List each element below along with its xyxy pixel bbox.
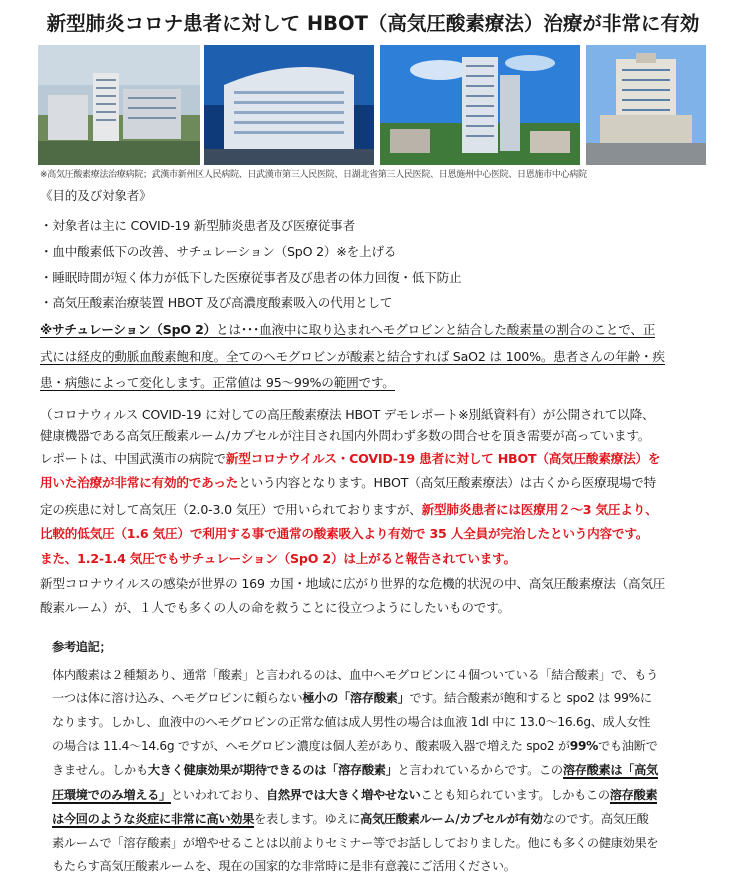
reference-line: 素ルームで「溶存酸素」が増やせることは以前よりセミナー等でお話ししておりました。他にも多くの健康効果を — [52, 836, 659, 850]
body-line: 定の疾患に対して高気圧（2.0-3.0 気圧）で用いられておりますが、新型肺炎患者には医療用２～3 気圧より、 — [40, 502, 658, 517]
purpose-item: ・睡眠時間が短く体力が低下した医療従事者及び患者の体力回復・低下防止 — [40, 270, 462, 285]
saturation-note-line: ※サチュレーション（SpO 2）とは･･･血液中に取り込まれヘモグロビンと結合した酸素量の割合のことで、正 — [40, 322, 656, 337]
saturation-note-line: 患・病態によって変化します。正常値は 95～99%の範囲です。 — [40, 375, 395, 390]
body-line: 健康機器である高気圧酸素ルーム/カプセルが注目され国内外問わず多数の問合せを頂き需要が高っています。 — [40, 428, 651, 443]
reference-line: 一つは体に溶け込み、ヘモグロビンに頼らない極小の「溶存酸素」です。結合酸素が飽和すると spo2 は 99%に — [52, 691, 652, 705]
reference-line: の場合は 11.4～14.6g ですが、ヘモグロビン濃度は個人差があり、酸素吸入器で増えた spo2 が99%でも油断で — [52, 739, 658, 753]
body-line: また、1.2-1.4 気圧でもサチュレーション（SpO 2）は上がると報告されています。 — [40, 551, 516, 566]
hospital-photo-1 — [38, 45, 200, 165]
body-line: レポートは、中国武漢市の病院で新型コロナウイルス・COVID-19 患者に対して HBOT（高気圧酸素療法）を — [40, 451, 661, 466]
saturation-note-line: 式には経皮的動脈血酸素飽和度。全てのヘモグロビンが酸素と結合すれば SaO2 は 100%。患者さんの年齢・疾 — [40, 349, 665, 364]
hospital-photo-3 — [380, 45, 580, 165]
purpose-item: ・血中酸素低下の改善、サチュレーション（SpO 2）※を上げる — [40, 244, 397, 259]
hospital-photo-2 — [204, 45, 374, 165]
reference-line: きません。しかも大きく健康効果が期待できるのは「溶存酸素」と言われているからです。この溶存酸素は「高気 — [52, 763, 658, 777]
purpose-heading: 《目的及び対象者》 — [40, 188, 152, 203]
reference-line: なります。しかし、血液中のヘモグロビンの正常な値は成人男性の場合は血液 1dl 中に 13.0～16.6g、成人女性 — [52, 715, 651, 729]
hospital-photos — [38, 45, 706, 165]
page-title: 新型肺炎コロナ患者に対して HBOT（高気圧酸素療法）治療が非常に有効 — [46, 12, 700, 35]
reference-heading: 参考追記； — [52, 640, 112, 654]
saturation-term: ※サチュレーション（SpO 2） — [40, 322, 217, 337]
purpose-item: ・高気圧酸素治療装置 HBOT 及び高濃度酸素吸入の代用として — [40, 295, 393, 310]
reference-line: もたらす高気圧酸素ルームを、現在の国家的な非常時に是非有意義にご活用ください。 — [52, 859, 516, 873]
reference-line: 体内酸素は２種類あり、通常「酸素」と言われるのは、血中ヘモグロビンに４個ついている「結合酸素」で、もう — [52, 668, 659, 682]
reference-line: 圧環境でのみ増える」といわれており、自然界では大きく増やせないことも知られています。しかもこの溶存酸素 — [52, 788, 658, 802]
reference-line: は今回のような炎症に非常に高い効果を表します。ゆえに高気圧酸素ルーム/カプセルが有効なのです。高気圧酸 — [52, 812, 649, 826]
photo-caption: ※高気圧酸素療法治療病院；武漢市新州区人民病院、日武漢市第三人民医院、日湖北省第三人民医院、日恩施州中心医院、日恩施市中心病院 — [40, 170, 587, 180]
body-line: 酸素ルーム）が、１人でも多くの人の命を救うことに役立つようにしたいものです。 — [40, 600, 510, 615]
body-line: （コロナウィルス COVID-19 に対しての高圧酸素療法 HBOT デモレポート※別紙資料有）が公開されて以降、 — [40, 407, 655, 422]
purpose-item: ・対象者は主に COVID-19 新型肺炎患者及び医療従事者 — [40, 218, 355, 233]
body-line: 比較的低気圧（1.6 気圧）で利用する事で通常の酸素吸入より有効で 35 人全員が完治したという内容です。 — [40, 526, 649, 541]
body-line: 新型コロナウイルスの感染が世界の 169 カ国・地域に広がり世界的な危機的状況の中、高気圧酸素療法（高気圧 — [40, 576, 666, 591]
body-line: 用いた治療が非常に有効的であったという内容となります。HBOT（高気圧酸素療法）は古くから医療現場で特 — [40, 475, 657, 490]
hospital-photo-4 — [586, 45, 706, 165]
